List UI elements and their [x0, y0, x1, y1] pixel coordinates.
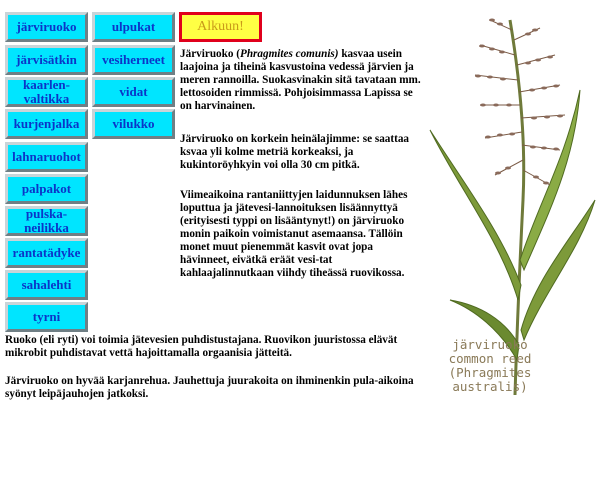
nav-button-tyrni[interactable]: [5, 302, 88, 332]
nav-label: sahalehti: [21, 277, 72, 292]
nav-button-jarviruoko[interactable]: [5, 12, 88, 42]
nav-label: lahnaruohot: [12, 149, 81, 164]
caption-english-name: common reed: [448, 351, 532, 366]
home-label: Alkuun!: [197, 19, 244, 34]
nav-label: ulpukat: [111, 19, 156, 34]
paragraph-purification: Ruoko (eli ryti) voi toimia jätevesien puhdistustajana. Ruovikon juuristossa elävät mikrobit puhdistavat vettä hajoittamalla orgaanisia jätteitä.: [5, 334, 398, 359]
nav-label: järviruoko: [16, 19, 77, 34]
paragraph-fodder: Järviruoko on hyvää karjanrehua. Jauhettuja juurakoita on ihminenkin pula-aikoina syönyt leipäjauhojen jatkoksi.: [5, 375, 414, 400]
nav-button-lahnaruohot[interactable]: [5, 142, 88, 172]
nav-button-jarvisatkin[interactable]: [5, 45, 88, 75]
paragraph-spread: Viimeaikoina rantaniittyjen laidunnuksen lähes loputtua ja jätevesi-lannoituksen lisäännyttyä (erityisesti typpi on lisääntynyt!) on järviruoko monin paikoin voimistanut asemaansa. Tällöin monet muut pienemmät kasvit ovat jopa hävinneet, eivätkä eräät vesi-tat kahlaajalinnutkaan viihdy tiheässä ruovikossa.: [180, 189, 408, 279]
nav-label: rantatädyke: [12, 245, 81, 260]
paragraph-height: Järviruoko on korkein heinälajimme: se saattaa ksvaa yli kolme metriä korkeaksi, ja kukintoröyhkyin voi olla 30 cm pitkä.: [180, 133, 410, 171]
nav-button-ulpukat[interactable]: [92, 12, 175, 42]
nav-button-palpakot[interactable]: [5, 174, 88, 204]
nav-label: vesiherneet: [102, 52, 165, 67]
nav-button-rantatadyke[interactable]: [5, 238, 88, 268]
nav-label: kurjenjalka: [13, 116, 80, 131]
nav-button-kurjenjalka[interactable]: [5, 109, 88, 139]
nav-button-vesiherneet[interactable]: [92, 45, 175, 75]
nav-label: järvisätkin: [16, 52, 77, 67]
nav-button-sahalehti[interactable]: [5, 270, 88, 300]
nav-label: vidat: [119, 84, 148, 99]
nav-button-kaarlenvaltikka[interactable]: [5, 77, 88, 107]
nav-button-pulskaneilikka[interactable]: [5, 206, 88, 236]
intro-rest: kasvaa usein laajoina ja tiheinä kasvustoina vedessä järvien ja meren rannoilla. Suokasvinakin sitä tavataan mm. lettosoiden rimmissä. Pohjoisimmassa Lapissa se on harvinainen.: [180, 48, 421, 112]
nav-label: tyrni: [32, 309, 61, 324]
nav-label: kaarlen- valtikka: [23, 77, 70, 106]
nav-button-vidat[interactable]: [92, 77, 175, 107]
caption-latin-name-1: (Phragmites: [448, 365, 532, 380]
plant-caption: [430, 338, 550, 394]
nav-label: pulska- neilikka: [24, 206, 69, 235]
paragraph-intro: [180, 48, 422, 113]
caption-latin-name-2: australis): [452, 379, 528, 394]
nav-label: palpakot: [21, 181, 72, 196]
nav-button-vilukko[interactable]: [92, 109, 175, 139]
intro-prefix: Järviruoko (: [180, 48, 240, 60]
nav-label: vilukko: [112, 116, 155, 131]
home-button[interactable]: [179, 12, 262, 42]
caption-finnish-name: järviruoko: [452, 337, 528, 352]
intro-latin-name: Phragmites comunis): [239, 48, 339, 60]
